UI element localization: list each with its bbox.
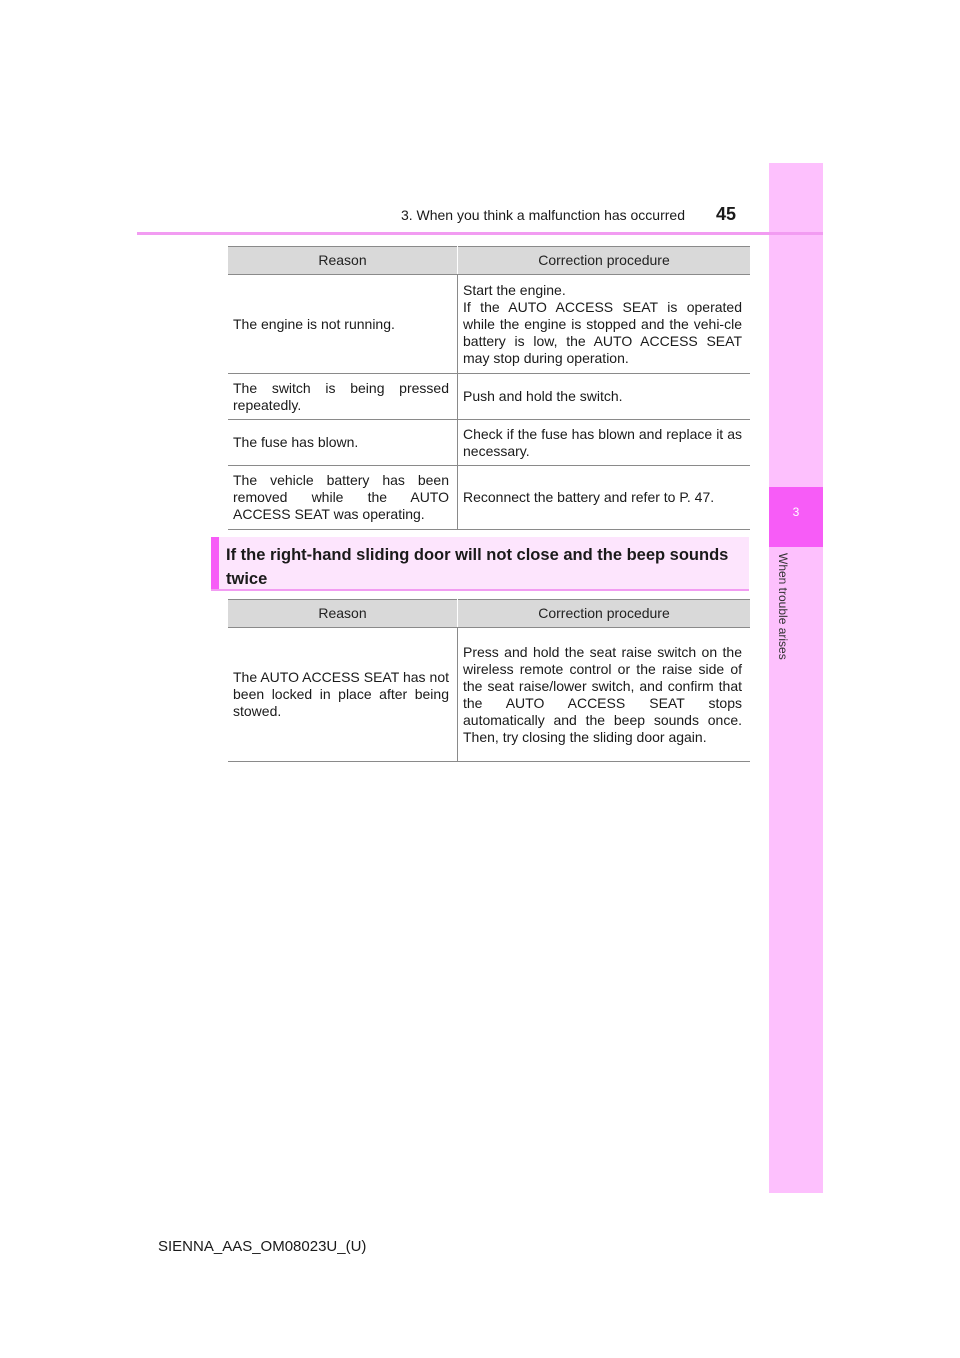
correction-table-2 [228,599,750,762]
table-row [228,420,750,466]
column-header-reason: Reason [228,247,458,275]
table-header-row [228,247,750,275]
document-code: SIENNA_AAS_OM08023U_(U) [158,1238,367,1255]
section-heading-rule [211,589,749,591]
chapter-tab [769,163,823,1193]
section-heading-accent [211,537,219,589]
correction-cell: Reconnect the battery and refer to P. 47. [458,466,751,530]
reason-cell: The fuse has blown. [228,420,458,466]
column-header-correction: Correction procedure [458,600,751,628]
correction-line: If the AUTO ACCESS SEAT is operated while the engine is stopped and the vehi-cle battery is low, the AUTO ACCESS SEAT may stop during operation. [463,298,742,366]
reason-cell: The switch is being pressed repeatedly. [228,374,458,420]
section-heading: If the right-hand sliding door will not close and the beep sounds twice [226,546,729,588]
table-row [228,374,750,420]
reason-cell: The vehicle battery has been removed while the AUTO ACCESS SEAT was operating. [228,466,458,530]
correction-cell: Push and hold the switch. [458,374,751,420]
chapter-label: When trouble arises [776,553,790,660]
section-header-title: 3. When you think a malfunction has occurred [400,207,685,223]
page-number: 45 [716,204,737,224]
table-row [228,628,750,762]
column-header-reason: Reason [228,600,458,628]
correction-cell [458,275,751,374]
correction-cell: Check if the fuse has blown and replace it as necessary. [458,420,751,466]
table-row [228,466,750,530]
header-rule [137,232,823,235]
correction-line: Start the engine. [463,281,566,298]
correction-cell: Press and hold the seat raise switch on the wireless remote control or the raise side of the seat raise/lower switch, and confirm that the AUTO ACCESS SEAT stops automatically and the beep sounds once. Then, try closing the sliding door again. [458,628,751,762]
column-header-correction: Correction procedure [458,247,751,275]
reason-cell: The AUTO ACCESS SEAT has not been locked in place after being stowed. [228,628,458,762]
table-row [228,275,750,374]
table-header-row [228,600,750,628]
chapter-number: 3 [792,505,800,519]
correction-table-1 [228,246,750,530]
reason-cell: The engine is not running. [228,275,458,374]
